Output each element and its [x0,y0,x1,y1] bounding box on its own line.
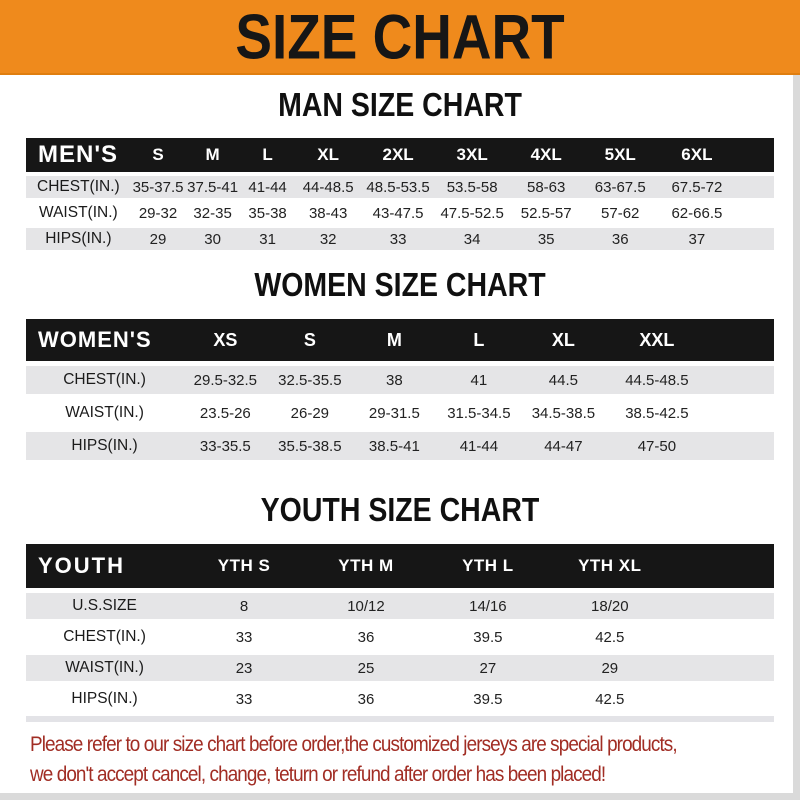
mens-table-label: MEN'S [26,138,131,174]
size-value: 41-44 [437,430,522,461]
size-value: 52.5-57 [509,200,583,226]
youth-section-heading: YOUTH SIZE CHART [260,492,540,529]
column-header: XXL [606,319,708,364]
table-row [26,591,774,622]
size-value: 37 [657,226,736,250]
youth-table-label: YOUTH [26,544,183,591]
row-label: WAIST(IN.) [26,200,131,226]
table-row [26,622,774,653]
size-value: 26-29 [268,397,353,430]
filler-cell [737,226,774,250]
size-value: 57-62 [583,200,657,226]
filler-cell [708,364,774,397]
bottom-edge-strip [0,793,800,800]
youth-header-row [26,544,774,591]
column-header: XS [183,319,268,364]
size-value: 38.5-41 [352,430,437,461]
column-header: 2XL [361,138,435,174]
size-value: 35-38 [240,200,295,226]
women-section-heading: WOMEN SIZE CHART [254,267,546,304]
size-value: 48.5-53.5 [361,174,435,200]
column-header: YTH M [305,544,427,591]
size-value: 30 [185,226,240,250]
column-header: S [268,319,353,364]
size-value: 35 [509,226,583,250]
right-edge-strip [793,75,800,800]
column-header: YTH XL [549,544,671,591]
size-value: 23 [183,653,305,684]
column-header: YTH S [183,544,305,591]
filler-cell [671,622,774,653]
size-value: 29-32 [131,200,186,226]
size-chart-title: SIZE CHART [235,1,565,72]
size-chart-banner [0,0,800,75]
size-value: 44.5-48.5 [606,364,708,397]
size-value: 32 [295,226,361,250]
size-value: 29.5-32.5 [183,364,268,397]
filler-cell [671,653,774,684]
size-value: 38.5-42.5 [606,397,708,430]
size-value: 39.5 [427,622,549,653]
table-row [26,174,774,200]
size-value: 41 [437,364,522,397]
column-header: M [352,319,437,364]
size-value: 41-44 [240,174,295,200]
filler-cell [708,430,774,461]
filler-cell [671,544,774,591]
size-value: 29 [131,226,186,250]
size-value: 18/20 [549,591,671,622]
size-value: 62-66.5 [657,200,736,226]
size-value: 63-67.5 [583,174,657,200]
filler-cell [671,684,774,713]
size-value: 33 [183,684,305,713]
table-row [26,226,774,250]
column-header: XL [295,138,361,174]
disclaimer [30,730,723,790]
womens-size-table [26,319,774,460]
size-value: 25 [305,653,427,684]
size-value: 8 [183,591,305,622]
size-value: 53.5-58 [435,174,509,200]
size-value: 37.5-41 [185,174,240,200]
size-value: 29-31.5 [352,397,437,430]
size-value: 58-63 [509,174,583,200]
size-value: 34.5-38.5 [521,397,606,430]
table-row [26,430,774,461]
column-header: 4XL [509,138,583,174]
size-value: 67.5-72 [657,174,736,200]
size-value: 38-43 [295,200,361,226]
row-label: WAIST(IN.) [26,397,183,430]
column-header: XL [521,319,606,364]
row-label: HIPS(IN.) [26,684,183,713]
disclaimer-line-1: Please refer to our size chart before order,the customized jerseys are special products, [30,733,677,756]
size-value: 10/12 [305,591,427,622]
youth-table-bottom-strip [26,716,774,722]
size-value: 42.5 [549,684,671,713]
mens-size-table [26,138,774,250]
row-label: CHEST(IN.) [26,622,183,653]
size-value: 31.5-34.5 [437,397,522,430]
size-value: 23.5-26 [183,397,268,430]
size-value: 47.5-52.5 [435,200,509,226]
row-label: HIPS(IN.) [26,430,183,461]
table-row [26,397,774,430]
filler-cell [737,174,774,200]
filler-cell [708,319,774,364]
table-row [26,684,774,713]
size-value: 29 [549,653,671,684]
size-value: 32-35 [185,200,240,226]
size-value: 38 [352,364,437,397]
man-section-heading: MAN SIZE CHART [278,87,522,124]
size-value: 39.5 [427,684,549,713]
column-header: 6XL [657,138,736,174]
column-header: 3XL [435,138,509,174]
column-header: YTH L [427,544,549,591]
size-value: 44-48.5 [295,174,361,200]
disclaimer-line-2: we don't accept cancel, change, teturn or refund after order has been placed! [30,763,606,786]
filler-cell [737,200,774,226]
filler-cell [708,397,774,430]
column-header: M [185,138,240,174]
row-label: U.S.SIZE [26,591,183,622]
womens-table-label: WOMEN'S [26,319,183,364]
size-value: 14/16 [427,591,549,622]
size-value: 42.5 [549,622,671,653]
size-value: 35.5-38.5 [268,430,353,461]
filler-cell [671,591,774,622]
size-value: 47-50 [606,430,708,461]
mens-header-row [26,138,774,174]
table-row [26,653,774,684]
row-label: WAIST(IN.) [26,653,183,684]
size-value: 32.5-35.5 [268,364,353,397]
womens-header-row [26,319,774,364]
size-value: 36 [305,622,427,653]
size-value: 44-47 [521,430,606,461]
size-value: 33-35.5 [183,430,268,461]
column-header: L [437,319,522,364]
size-value: 27 [427,653,549,684]
size-value: 31 [240,226,295,250]
row-label: CHEST(IN.) [26,364,183,397]
size-value: 33 [361,226,435,250]
row-label: CHEST(IN.) [26,174,131,200]
youth-size-table [26,544,774,712]
size-value: 36 [583,226,657,250]
size-value: 36 [305,684,427,713]
filler-cell [737,138,774,174]
column-header: 5XL [583,138,657,174]
size-value: 35-37.5 [131,174,186,200]
size-value: 44.5 [521,364,606,397]
row-label: HIPS(IN.) [26,226,131,250]
table-row [26,364,774,397]
size-value: 43-47.5 [361,200,435,226]
size-value: 33 [183,622,305,653]
column-header: S [131,138,186,174]
table-row [26,200,774,226]
size-value: 34 [435,226,509,250]
column-header: L [240,138,295,174]
